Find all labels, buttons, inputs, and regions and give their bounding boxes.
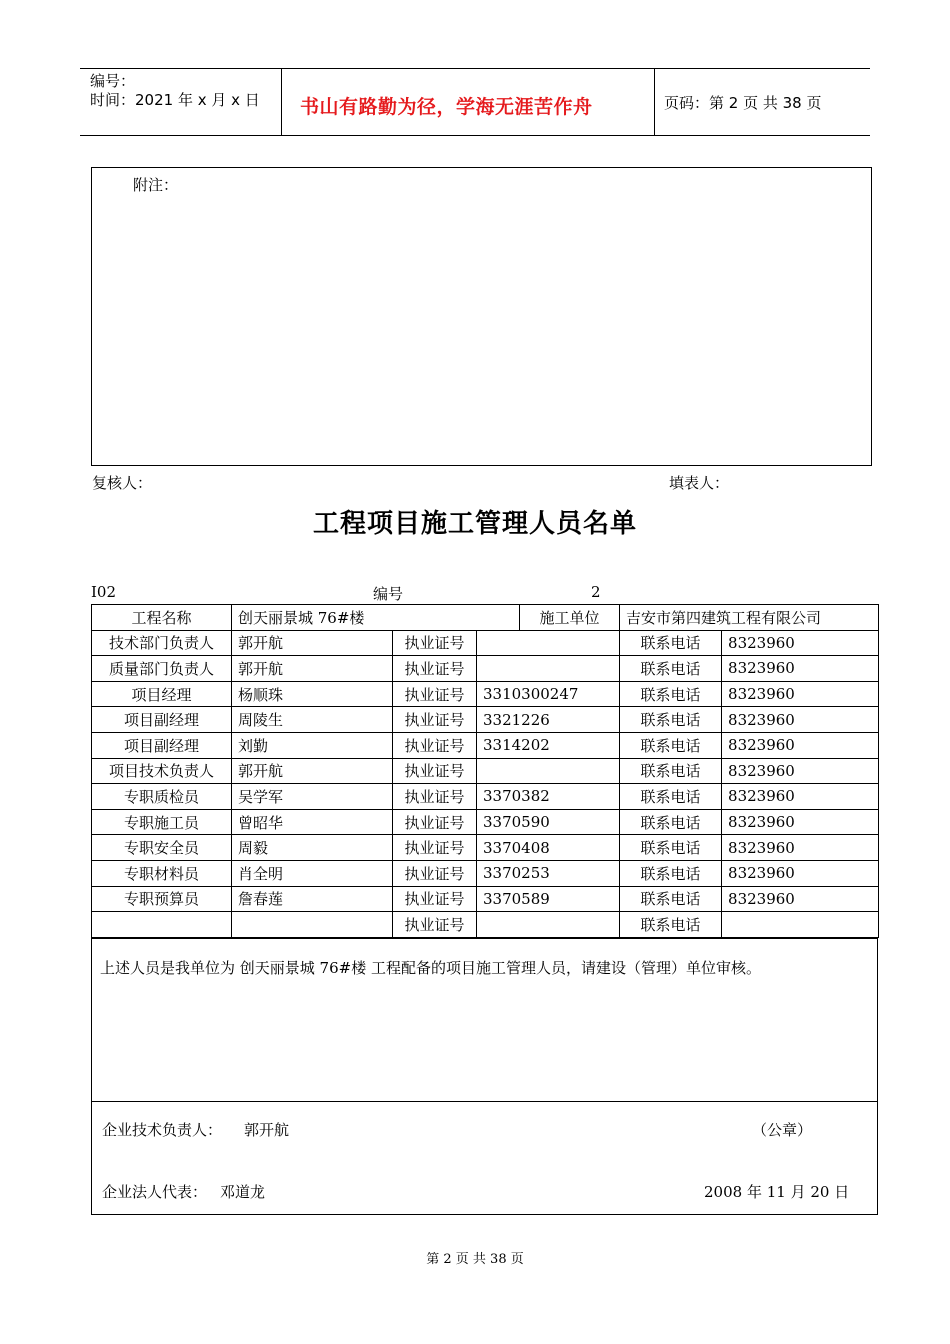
phone-number: 8323960	[722, 732, 879, 758]
header-page-info: 页码：第 2 页 共 38 页	[664, 94, 822, 112]
staff-row	[92, 656, 879, 682]
phone-number	[722, 912, 879, 938]
header-top-rule	[80, 68, 870, 69]
staff-row	[92, 809, 879, 835]
staff-row	[92, 758, 879, 784]
phone-label: 联系电话	[620, 784, 722, 810]
staff-name: 詹春莲	[232, 886, 393, 912]
filler-label: 填表人：	[669, 474, 730, 492]
tech-leader-name: 郭开航	[244, 1121, 290, 1139]
staff-row	[92, 784, 879, 810]
staff-row	[92, 707, 879, 733]
license-number	[477, 656, 620, 682]
staff-name: 郭开航	[232, 656, 393, 682]
license-number	[477, 758, 620, 784]
staff-name: 郭开航	[232, 630, 393, 656]
license-label: 执业证号	[393, 707, 477, 733]
reviewer-label: 复核人：	[92, 474, 153, 492]
phone-label: 联系电话	[620, 860, 722, 886]
header-number-label: 编号：	[90, 72, 136, 90]
statement-cell	[91, 938, 878, 1102]
license-label: 执业证号	[393, 809, 477, 835]
staff-row	[92, 681, 879, 707]
page-title: 工程项目施工管理人员名单	[312, 509, 637, 539]
staff-table	[91, 604, 879, 938]
staff-row	[92, 732, 879, 758]
phone-label: 联系电话	[620, 912, 722, 938]
phone-number: 8323960	[722, 886, 879, 912]
staff-name: 肖全明	[232, 860, 393, 886]
project-name: 创天丽景城 76#楼	[232, 605, 520, 631]
staff-row	[92, 860, 879, 886]
header-time: 时间：2021 年 x 月 x 日	[90, 91, 260, 109]
license-number: 3321226	[477, 707, 620, 733]
staff-row	[92, 886, 879, 912]
staff-role: 专职预算员	[92, 886, 232, 912]
staff-name	[232, 912, 393, 938]
license-label: 执业证号	[393, 681, 477, 707]
remarks-box	[91, 167, 872, 466]
license-number	[477, 630, 620, 656]
sign-date: 2008 年 11 月 20 日	[704, 1183, 850, 1201]
staff-role	[92, 912, 232, 938]
phone-label: 联系电话	[620, 681, 722, 707]
license-label: 执业证号	[393, 835, 477, 861]
construction-unit-label: 施工单位	[520, 605, 620, 631]
remarks-label: 附注：	[133, 176, 179, 194]
phone-label: 联系电话	[620, 656, 722, 682]
license-number: 3370408	[477, 835, 620, 861]
license-label: 执业证号	[393, 630, 477, 656]
phone-number: 8323960	[722, 860, 879, 886]
phone-label: 联系电话	[620, 835, 722, 861]
staff-name: 曾昭华	[232, 809, 393, 835]
license-number: 3370590	[477, 809, 620, 835]
legal-rep-name: 邓道龙	[220, 1183, 266, 1201]
phone-label: 联系电话	[620, 707, 722, 733]
phone-number: 8323960	[722, 656, 879, 682]
staff-name: 周毅	[232, 835, 393, 861]
legal-rep-label: 企业法人代表：	[102, 1183, 208, 1201]
phone-number: 8323960	[722, 630, 879, 656]
construction-unit: 吉安市第四建筑工程有限公司	[620, 605, 879, 631]
staff-role: 专职安全员	[92, 835, 232, 861]
project-row	[92, 605, 879, 631]
staff-name: 吴学军	[232, 784, 393, 810]
signature-cell	[91, 1101, 878, 1215]
staff-role: 质量部门负责人	[92, 656, 232, 682]
header-bottom-rule	[80, 135, 870, 136]
license-number	[477, 912, 620, 938]
staff-row	[92, 835, 879, 861]
staff-role: 专职材料员	[92, 860, 232, 886]
license-number: 3310300247	[477, 681, 620, 707]
phone-number: 8323960	[722, 809, 879, 835]
page-footer: 第 2 页 共 38 页	[426, 1252, 524, 1267]
phone-number: 8323960	[722, 784, 879, 810]
staff-role: 专职质检员	[92, 784, 232, 810]
phone-label: 联系电话	[620, 630, 722, 656]
staff-name: 郭开航	[232, 758, 393, 784]
license-label: 执业证号	[393, 784, 477, 810]
license-label: 执业证号	[393, 656, 477, 682]
header-divider	[654, 69, 655, 136]
form-code: I02	[91, 583, 117, 601]
project-name-label: 工程名称	[92, 605, 232, 631]
number-label: 编号	[373, 585, 404, 603]
staff-name: 周陵生	[232, 707, 393, 733]
license-label: 执业证号	[393, 912, 477, 938]
phone-label: 联系电话	[620, 732, 722, 758]
license-label: 执业证号	[393, 758, 477, 784]
license-number: 3370253	[477, 860, 620, 886]
official-seal-label: （公章）	[752, 1121, 813, 1139]
phone-number: 8323960	[722, 835, 879, 861]
staff-role: 项目经理	[92, 681, 232, 707]
staff-role: 项目副经理	[92, 732, 232, 758]
phone-label: 联系电话	[620, 809, 722, 835]
staff-row	[92, 630, 879, 656]
staff-role: 技术部门负责人	[92, 630, 232, 656]
phone-number: 8323960	[722, 707, 879, 733]
number-value: 2	[591, 583, 601, 601]
staff-role: 专职施工员	[92, 809, 232, 835]
staff-role: 项目副经理	[92, 707, 232, 733]
header-motto: 书山有路勤为径，学海无涯苦作舟	[300, 96, 593, 118]
staff-row	[92, 912, 879, 938]
phone-label: 联系电话	[620, 758, 722, 784]
staff-role: 项目技术负责人	[92, 758, 232, 784]
header-divider	[281, 69, 282, 136]
license-label: 执业证号	[393, 860, 477, 886]
license-number: 3314202	[477, 732, 620, 758]
tech-leader-label: 企业技术负责人：	[102, 1121, 223, 1139]
license-number: 3370382	[477, 784, 620, 810]
license-label: 执业证号	[393, 886, 477, 912]
phone-label: 联系电话	[620, 886, 722, 912]
phone-number: 8323960	[722, 681, 879, 707]
staff-name: 刘勤	[232, 732, 393, 758]
license-label: 执业证号	[393, 732, 477, 758]
license-number: 3370589	[477, 886, 620, 912]
phone-number: 8323960	[722, 758, 879, 784]
staff-name: 杨顺珠	[232, 681, 393, 707]
statement-text: 上述人员是我单位为 创天丽景城 76#楼 工程配备的项目施工管理人员，请建设（管理）单位审核。	[100, 959, 761, 977]
